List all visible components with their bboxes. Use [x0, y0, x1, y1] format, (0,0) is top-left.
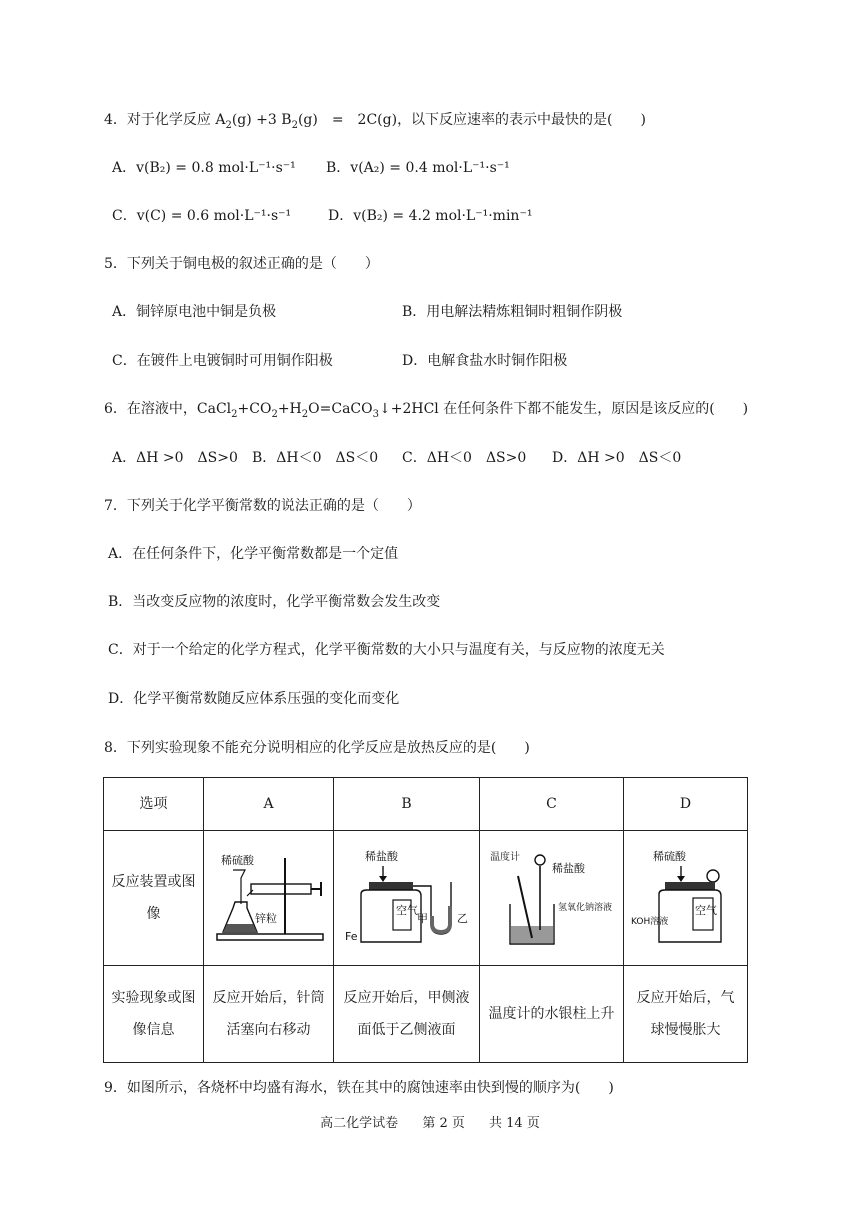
q8-stem: 8．下列实验现象不能充分说明相应的化学反应是放热反应的是( ): [104, 740, 530, 756]
q5-option-c: C．在镀件上电镀铜时可用铜作阳极: [112, 353, 333, 369]
footer-total-pages: 共 14 页: [489, 1116, 540, 1131]
apparatus-b-cell: [334, 831, 480, 966]
label-koh-solution: KOH溶液: [630, 917, 668, 927]
q7-option-d: D．化学平衡常数随反应体系压强的变化而变化: [108, 691, 400, 707]
label-sodium-hydroxide-solution: 氢氧化钠溶液: [557, 903, 612, 913]
label-dilute-hydrochloric-acid-b: 稀盐酸: [364, 850, 398, 863]
footer-subject: 高二化学试卷: [320, 1116, 399, 1131]
q7-option-b: B．当改变反应物的浓度时，化学平衡常数会发生改变: [108, 594, 441, 610]
label-dilute-sulfuric-acid-a: 稀硫酸: [220, 854, 254, 867]
q5-stem: 5．下列关于铜电极的叙述正确的是（ ）: [104, 256, 379, 272]
table-header-row: [104, 778, 748, 831]
row-label-apparatus: 反应装置或图像: [104, 831, 204, 966]
observation-c: 温度计的水银柱上升: [480, 966, 624, 1063]
label-iron: Fe: [344, 930, 357, 943]
q6-option-c: C．ΔH＜0 ΔS>0: [402, 450, 527, 466]
table-header-cell: 选项: [104, 778, 204, 831]
label-side-jia: 甲: [416, 912, 428, 925]
q4-stem: 4．对于化学反应 $A_2(g) +3$ $B_2(g)$ = 2C(g)，以下反应速率的表示中最快的是( ): [104, 112, 646, 131]
label-zinc-granules: 锌粒: [254, 912, 277, 925]
q6-stem: 6．在溶液中，$CaCl_2+CO_2+H_2O=CaCO_3↓+2HCl$ 在任何条件下都不能发生，原因是该反应的( ): [104, 401, 749, 420]
apparatus-d-figure: [631, 846, 741, 950]
row-label-observation: 实验现象或图像信息: [104, 966, 204, 1063]
label-air-d: 空气: [694, 904, 717, 917]
apparatus-b-figure: [343, 846, 471, 950]
apparatus-c-figure: [488, 846, 616, 950]
q6-option-b: B．ΔH＜0 ΔS＜0: [252, 450, 379, 466]
apparatus-a-cell: [204, 831, 334, 966]
q4-option-c: C．v(C) = 0.6 mol·L⁻¹·s⁻¹: [112, 208, 292, 224]
experiment-table: [103, 777, 748, 1063]
table-row-apparatus: [104, 831, 748, 966]
q7-stem: 7．下列关于化学平衡常数的说法正确的是（ ）: [104, 498, 421, 514]
q6-option-a: A．ΔH >0 ΔS>0: [112, 450, 238, 466]
apparatus-d-cell: [624, 831, 748, 966]
observation-d: 反应开始后，气球慢慢胀大: [624, 966, 748, 1063]
q5-option-d: D．电解食盐水时铜作阳极: [402, 353, 568, 369]
table-row-observation: [104, 966, 748, 1063]
footer-page-number: 第 2 页: [422, 1116, 465, 1131]
q4-option-b: B．v(A₂) = 0.4 mol·L⁻¹·s⁻¹: [326, 160, 510, 176]
label-dilute-hydrochloric-acid-c: 稀盐酸: [551, 862, 585, 875]
table-header-cell: C: [480, 778, 624, 831]
label-air-b: 空气: [395, 904, 418, 917]
table-header-cell: B: [334, 778, 480, 831]
q4-option-a: A．v(B₂) = 0.8 mol·L⁻¹·s⁻¹: [112, 160, 296, 176]
q6-option-d: D．ΔH >0 ΔS＜0: [552, 450, 682, 466]
table-header-cell: D: [624, 778, 748, 831]
q5-option-b: B．用电解法精炼粗铜时粗铜作阴极: [402, 304, 623, 320]
q9-stem: 9．如图所示，各烧杯中均盛有海水，铁在其中的腐蚀速率由快到慢的顺序为( ): [104, 1080, 614, 1096]
page-footer: [0, 1112, 860, 1131]
label-side-yi: 乙: [456, 912, 468, 925]
observation-b: 反应开始后，甲侧液面低于乙侧液面: [334, 966, 480, 1063]
apparatus-a-figure: [213, 848, 325, 948]
observation-a: 反应开始后，针筒活塞向右移动: [204, 966, 334, 1063]
q7-option-a: A．在任何条件下，化学平衡常数都是一个定值: [108, 546, 399, 562]
table-header-cell: A: [204, 778, 334, 831]
label-dilute-sulfuric-acid-d: 稀硫酸: [652, 850, 686, 863]
label-thermometer: 温度计: [489, 852, 520, 863]
apparatus-c-cell: [480, 831, 624, 966]
q5-option-a: A．铜锌原电池中铜是负极: [112, 304, 277, 320]
q4-option-d: D．v(B₂) = 4.2 mol·L⁻¹·min⁻¹: [328, 208, 533, 224]
q7-option-c: C．对于一个给定的化学方程式，化学平衡常数的大小只与温度有关，与反应物的浓度无关: [108, 642, 665, 658]
